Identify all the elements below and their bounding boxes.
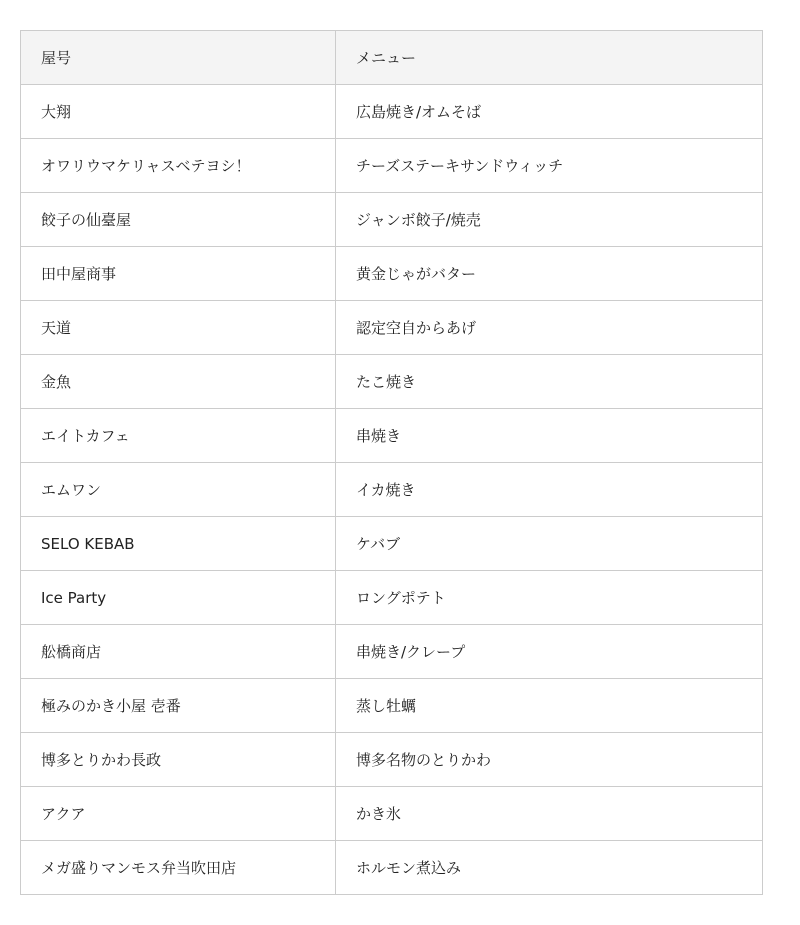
- shop-name-cell: オワリウマケリャスベテヨシ！: [21, 139, 336, 193]
- table-row: [21, 679, 763, 733]
- menu-item-cell: 博多名物のとりかわ: [336, 733, 763, 787]
- table-row: [21, 139, 763, 193]
- menu-item-cell: かき氷: [336, 787, 763, 841]
- shop-name-cell: Ice Party: [21, 571, 336, 625]
- table-body: [21, 85, 763, 895]
- column-header-menu: メニュー: [336, 31, 763, 85]
- shop-name-cell: 博多とりかわ長政: [21, 733, 336, 787]
- shop-name-cell: 大翔: [21, 85, 336, 139]
- shop-name-cell: メガ盛りマンモス弁当吹田店: [21, 841, 336, 895]
- table-row: [21, 787, 763, 841]
- menu-item-cell: ケバブ: [336, 517, 763, 571]
- menu-item-cell: ジャンボ餃子/焼売: [336, 193, 763, 247]
- table-row: [21, 571, 763, 625]
- table-header-row: [21, 31, 763, 85]
- table-row: [21, 355, 763, 409]
- shop-name-cell: 餃子の仙臺屋: [21, 193, 336, 247]
- menu-item-cell: 黄金じゃがバター: [336, 247, 763, 301]
- menu-item-cell: ロングポテト: [336, 571, 763, 625]
- shop-name-cell: 金魚: [21, 355, 336, 409]
- shop-name-cell: SELO KEBAB: [21, 517, 336, 571]
- shop-name-cell: 舩橋商店: [21, 625, 336, 679]
- table-row: [21, 85, 763, 139]
- table-row: [21, 409, 763, 463]
- menu-item-cell: 蒸し牡蠣: [336, 679, 763, 733]
- table-row: [21, 625, 763, 679]
- menu-item-cell: イカ焼き: [336, 463, 763, 517]
- table-row: [21, 301, 763, 355]
- shop-name-cell: エイトカフェ: [21, 409, 336, 463]
- menu-item-cell: 広島焼き/オムそば: [336, 85, 763, 139]
- shop-name-cell: 極みのかき小屋 壱番: [21, 679, 336, 733]
- table-row: [21, 193, 763, 247]
- table-row: [21, 733, 763, 787]
- menu-item-cell: 串焼き/クレープ: [336, 625, 763, 679]
- vendor-menu-table: [20, 30, 763, 895]
- menu-item-cell: たこ焼き: [336, 355, 763, 409]
- table-row: [21, 841, 763, 895]
- menu-item-cell: ホルモン煮込み: [336, 841, 763, 895]
- shop-name-cell: 田中屋商事: [21, 247, 336, 301]
- shop-name-cell: アクア: [21, 787, 336, 841]
- table-row: [21, 463, 763, 517]
- table-header: [21, 31, 763, 85]
- table-row: [21, 247, 763, 301]
- menu-item-cell: チーズステーキサンドウィッチ: [336, 139, 763, 193]
- shop-name-cell: 天道: [21, 301, 336, 355]
- menu-item-cell: 串焼き: [336, 409, 763, 463]
- column-header-shop: 屋号: [21, 31, 336, 85]
- menu-item-cell: 認定空自からあげ: [336, 301, 763, 355]
- table-row: [21, 517, 763, 571]
- shop-name-cell: エムワン: [21, 463, 336, 517]
